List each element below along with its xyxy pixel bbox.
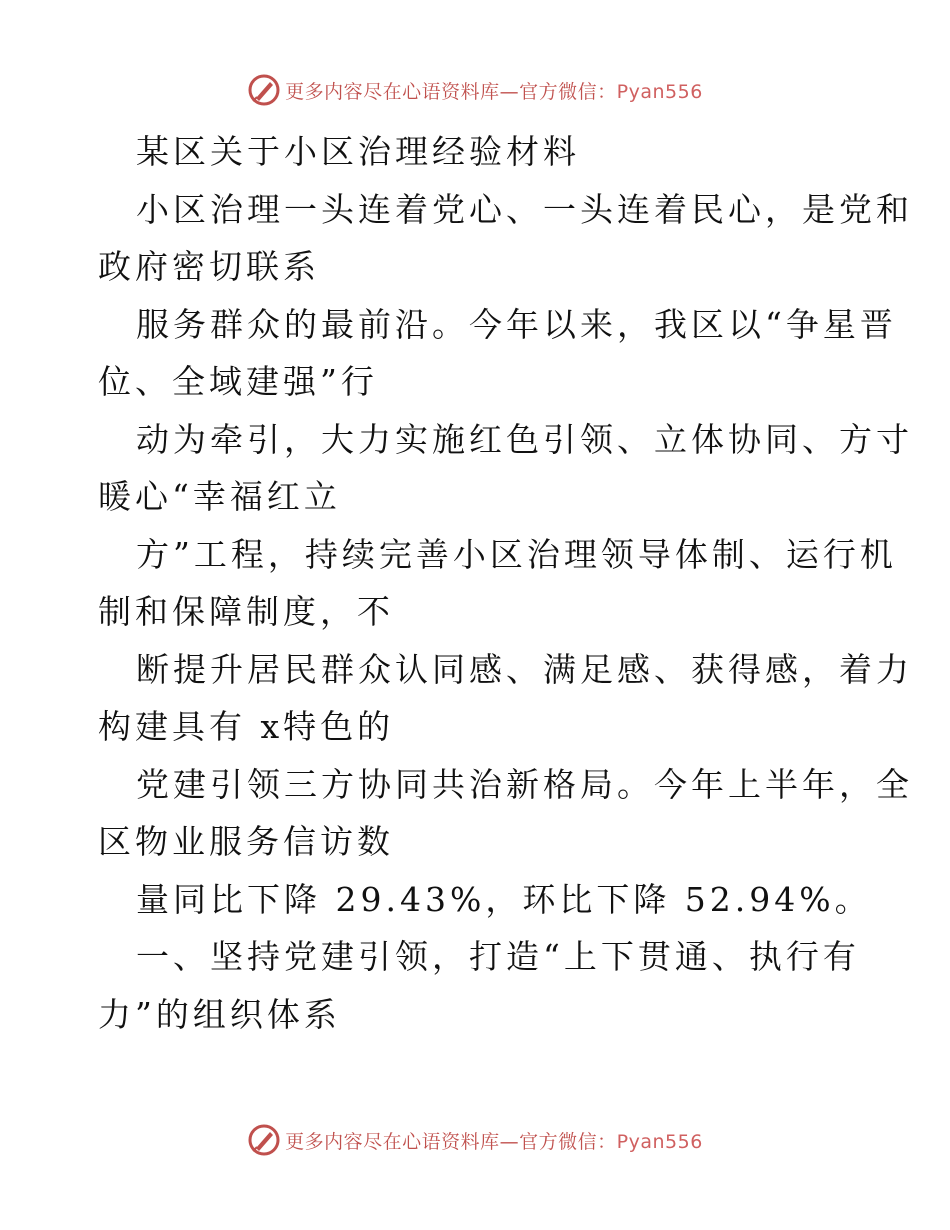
- watermark-text: [285, 77, 703, 104]
- paragraph-line: 位、全域建强”行: [98, 362, 378, 401]
- watermark-wechat-id: Pyan556: [616, 80, 703, 103]
- doc-title: 某区关于小区治理经验材料: [136, 132, 580, 171]
- paragraph-line: 制和保障制度，不: [98, 592, 394, 631]
- paragraph-line: 小区治理一头连着党心、一头连着民心，是党和: [136, 189, 913, 229]
- header-watermark: [0, 70, 950, 110]
- section-heading: 一、坚持党建引领，打造“上下贯通、执行有: [136, 937, 860, 976]
- paragraph-line: 暖心“幸福红立: [98, 477, 341, 516]
- watermark-wechat-id: Pyan556: [616, 1130, 703, 1153]
- quill-pen-logo-icon: [247, 73, 281, 107]
- footer-watermark: [0, 1120, 950, 1160]
- paragraph-line: 构建具有 x特色的: [98, 707, 395, 746]
- paragraph-line: 区物业服务信访数: [98, 822, 394, 861]
- paragraph-line: 党建引领三方协同共治新格局。今年上半年，全: [136, 764, 913, 804]
- paragraph-line: 政府密切联系: [98, 247, 320, 286]
- document-body: [98, 123, 913, 1043]
- paragraph-line: 量同比下降 29.43%，环比下降 52.94%。: [136, 879, 872, 919]
- watermark-slogan: 更多内容尽在心语资料库—官方微信：: [285, 1130, 617, 1153]
- paragraph-line: 服务群众的最前沿。今年以来，我区以“争星晋: [136, 304, 897, 344]
- watermark-text: [285, 1127, 703, 1154]
- paragraph-line: 断提升居民群众认同感、满足感、获得感，着力: [136, 649, 913, 689]
- section-heading-continued: 力”的组织体系: [98, 994, 341, 1034]
- paragraph-line: 方”工程，持续完善小区治理领导体制、运行机: [136, 534, 897, 574]
- quill-pen-logo-icon: [247, 1123, 281, 1157]
- paragraph-line: 动为牵引，大力实施红色引领、立体协同、方寸: [136, 419, 913, 459]
- watermark-slogan: 更多内容尽在心语资料库—官方微信：: [285, 80, 617, 103]
